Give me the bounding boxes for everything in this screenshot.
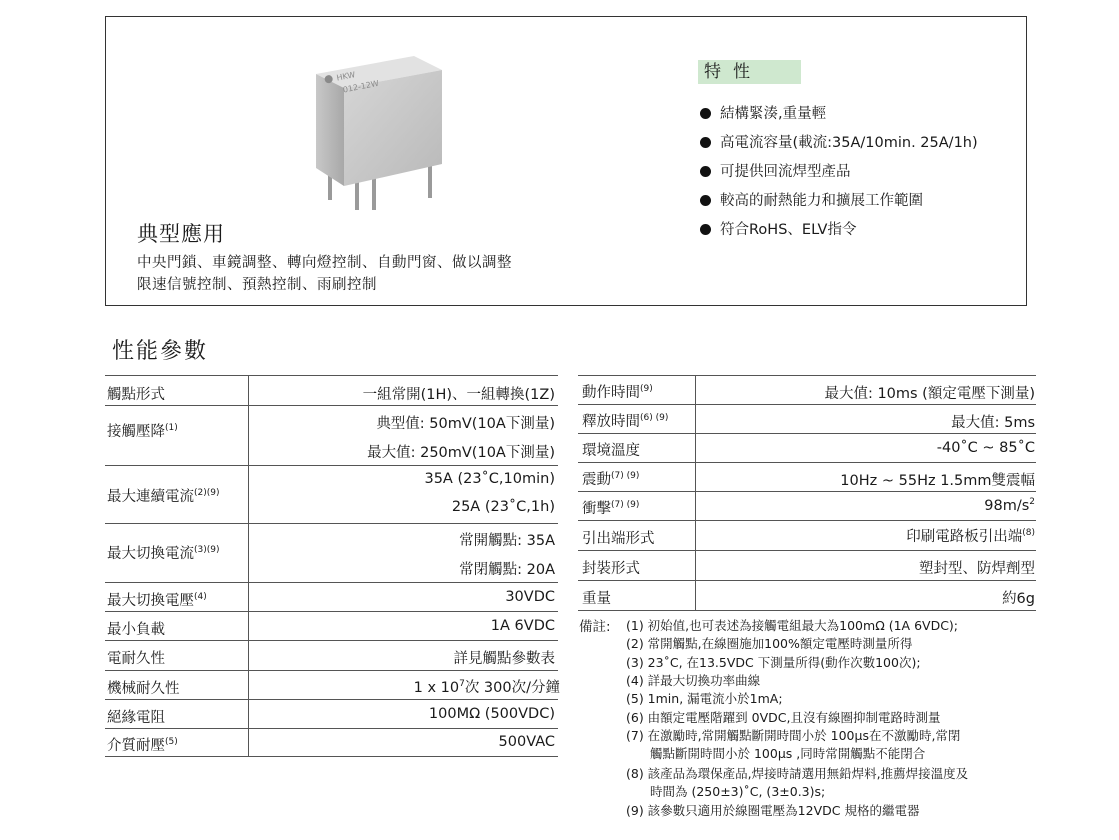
dielectric-label: 介質耐壓$^{(5)}$ [107,737,178,754]
feature-item: 符合RoHS、ELV指令 [700,218,856,239]
feature-item: 結構緊湊,重量輕 [700,102,826,123]
typical-applications-title: 典型應用 [137,222,225,246]
note-item: (7) 在激勵時,常開觸點斷開時間小於 100μs在不激勵時,常閉 [626,728,961,743]
release-time-value: 最大值: 5ms [951,415,1035,431]
note-item: (8) 該產品為環保產品,焊接時請選用無鉛焊料,推薦焊接溫度及 [626,766,969,781]
max-switch-voltage-value: 30VDC [505,589,555,605]
note-item-continued: 時間為 (250±3)˚C, (3±0.3)s; [650,784,826,799]
bullet-icon [700,224,711,235]
feature-item: 可提供回流焊型產品 [700,160,851,181]
contact-form-label: 觸點形式 [107,387,165,403]
ambient-temp-value: -40˚C ~ 85˚C [936,440,1035,456]
mechanical-life-label: 機械耐久性 [107,681,180,697]
relay-model-marking: 012-12W [342,78,380,95]
weight-value: 約6g [1002,591,1035,607]
note-item: (6) 由額定電壓階躍到 0VDC,且沒有線圈抑制電路時測量 [626,710,941,725]
insulation-value: 100MΩ (500VDC) [428,706,555,722]
feature-item: 高電流容量(載流:35A/10min. 25A/1h) [700,131,978,152]
construction-value: 塑封型、防焊劑型 [919,561,1035,577]
bullet-icon [700,195,711,206]
construction-label: 封裝形式 [582,561,640,577]
release-time-label: 釋放時間$^{(6) (9)}$ [582,413,669,430]
contact-form-value: 一組常開(1H)、一組轉換(1Z) [362,387,555,403]
contact-drop-label: 接觸壓降$^{(1)}$ [107,423,178,440]
weight-label: 重量 [582,591,611,607]
relay-brand-marking: HKW [335,70,357,83]
vibration-value: 10Hz ~ 55Hz 1.5mm雙震幅 [840,473,1035,489]
ambient-temp-label: 環境溫度 [582,443,640,459]
max-switch-current-label: 最大切換電流$^{(3)(9)}$ [107,545,220,562]
note-item: (1) 初始值,也可表述為接觸電組最大為100mΩ (1A 6VDC); [626,618,959,633]
bullet-icon [700,137,711,148]
note-item: (3) 23˚C, 在13.5VDC 下測量所得(動作次數100次); [626,655,921,670]
note-item: (9) 該參數只適用於線圈電壓為12VDC 規格的繼電器 [626,803,920,818]
bullet-icon [700,166,711,177]
min-load-label: 最小負載 [107,622,165,638]
note-item-continued: 觸點斷開時間小於 100μs ,同時常開觸點不能閉合 [650,746,926,761]
note-item: (5) 1min, 漏電流小於1mA; [626,691,783,706]
max-switch-voltage-label: 最大切換電壓$^{(4)}$ [107,592,207,609]
insulation-label: 絕緣電阻 [107,710,165,726]
max-switch-current-nc: 常閉觸點: 20A [459,562,555,578]
max-continuous-current-1h: 25A (23˚C,1h) [451,499,555,515]
features-heading: 特性 [698,60,801,84]
dielectric-value: 500VAC [498,734,555,750]
notes-heading: 備註: [579,619,611,635]
operate-time-value: 最大值: 10ms (額定電壓下測量) [824,386,1035,402]
applications-line-2: 限速信號控制、預熱控制、雨刷控制 [137,277,377,293]
min-load-value: 1A 6VDC [490,618,555,634]
max-continuous-current-10min: 35A (23˚C,10min) [424,471,555,487]
mechanical-life-value: 1 x $10^7$次 300次/分鐘 [413,679,560,696]
electrical-life-label: 電耐久性 [107,651,165,667]
note-item: (2) 常開觸點,在線圈施加100%額定電壓時測量所得 [626,636,913,651]
terminal-label: 引出端形式 [582,531,655,547]
operate-time-label: 動作時間$^{(9)}$ [582,384,653,401]
terminal-value: 印刷電路板引出端$^{(8)}$ [906,528,1035,545]
bullet-icon [700,108,711,119]
shock-value: $98m/s^2$ [984,497,1035,514]
max-switch-current-no: 常開觸點: 35A [459,533,555,549]
feature-item: 較高的耐熱能力和擴展工作範圍 [700,189,923,210]
vibration-label: 震動$^{(7) (9)}$ [582,471,640,488]
note-item: (4) 詳最大切換功率曲線 [626,673,761,688]
applications-line-1: 中央門鎖、車鏡調整、轉向燈控制、自動門窗、做以調整 [137,255,512,271]
max-continuous-current-label: 最大連續電流$^{(2)(9)}$ [107,488,220,505]
performance-title: 性能參數 [112,339,209,364]
contact-drop-max: 最大值: 250mV(10A下測量) [367,445,555,461]
electrical-life-value: 詳見觸點參數表 [453,651,555,667]
contact-drop-typical: 典型值: 50mV(10A下測量) [376,416,555,432]
shock-label: 衝擊$^{(7) (9)}$ [582,500,640,517]
relay-product-image [310,44,450,214]
